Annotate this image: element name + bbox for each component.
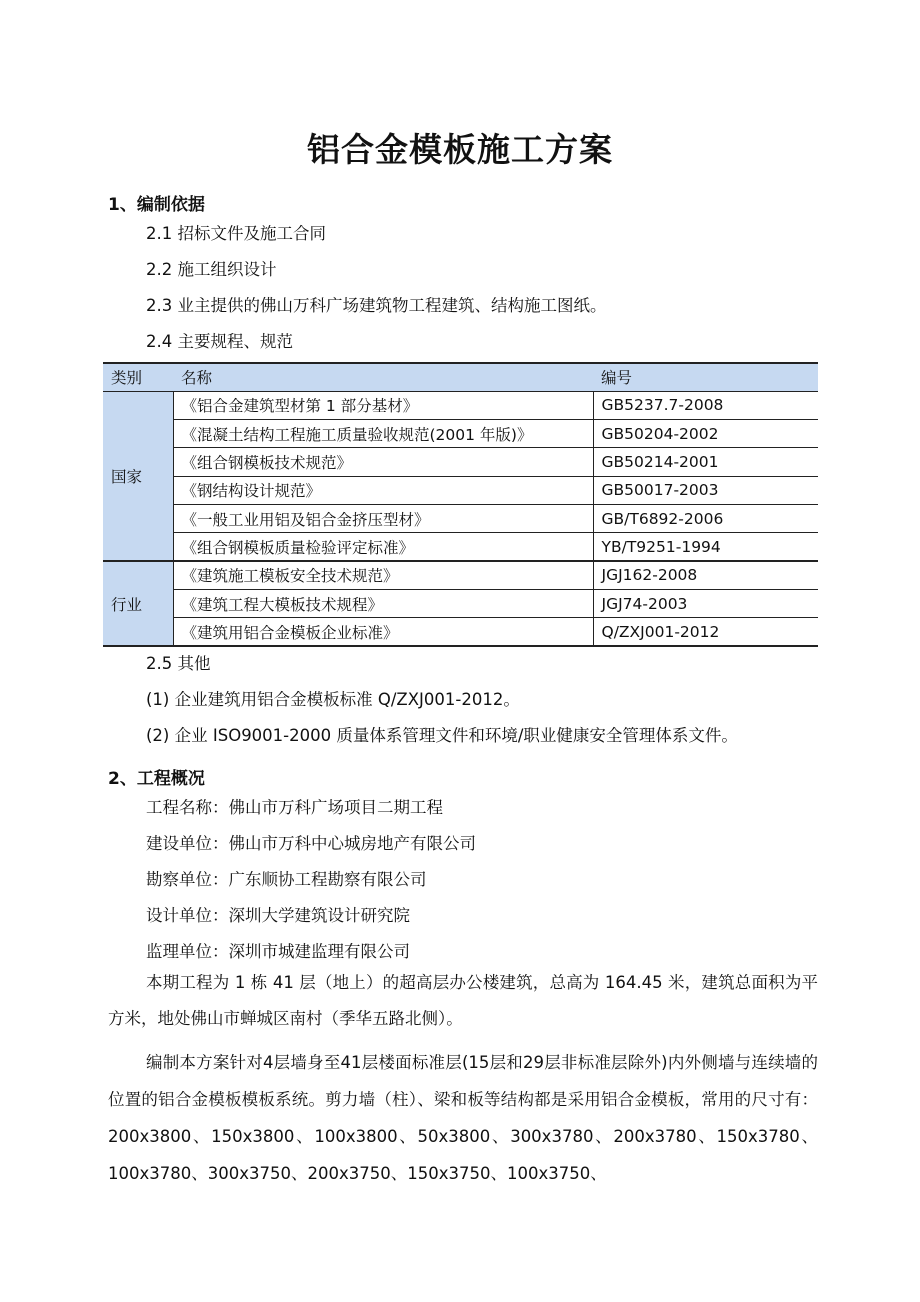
- table-row: [103, 618, 818, 646]
- standard-name: 《建筑施工模板安全技术规范》: [173, 561, 593, 589]
- section1-heading: 1、编制依据: [108, 195, 205, 215]
- basis-item: 2.2 施工组织设计: [146, 260, 277, 279]
- header-code: 编号: [593, 363, 818, 391]
- table-row: [103, 561, 818, 589]
- project-info-line: 工程名称：佛山市万科广场项目二期工程: [146, 798, 443, 817]
- standard-code: GB50017-2003: [593, 476, 818, 504]
- standard-name: 《钢结构设计规范》: [173, 476, 593, 504]
- table-row: [103, 476, 818, 504]
- standard-name: 《组合钢模板质量检验评定标准》: [173, 533, 593, 561]
- table-row: [103, 589, 818, 617]
- standard-name: 《铝合金建筑型材第 1 部分基材》: [173, 391, 593, 419]
- category-cell: 行业: [103, 561, 173, 646]
- standard-code: JGJ162-2008: [593, 561, 818, 589]
- standard-code: Q/ZXJ001-2012: [593, 618, 818, 646]
- project-info-line: 建设单位：佛山市万科中心城房地产有限公司: [146, 834, 476, 853]
- scope-paragraph: 编制本方案针对4层墙身至41层楼面标准层(15层和29层非标准层除外)内外侧墙与连续墙的位置的铝合金模板模板系统。剪力墙（柱）、梁和板等结构都是采用铝合金模板，常用的尺寸有：200x3800、150x3800、100x3800、50x3800、300x3780、200x3780、150x3780、100x3780、300x3750、200x3750、150x3750、100x3750、: [108, 1053, 818, 1183]
- category-cell: 国家: [103, 391, 173, 561]
- standards-table: [103, 362, 818, 647]
- table-row: [103, 504, 818, 532]
- table-row: [103, 420, 818, 448]
- project-info-line: 设计单位：深圳大学建筑设计研究院: [146, 906, 410, 925]
- basis-item: 2.1 招标文件及施工合同: [146, 224, 326, 243]
- project-info-line: 勘察单位：广东顺协工程勘察有限公司: [146, 870, 427, 889]
- section2-heading: 2、工程概况: [108, 769, 205, 789]
- header-category: 类别: [103, 363, 173, 391]
- standard-code: GB5237.7-2008: [593, 391, 818, 419]
- overview-paragraph: 本期工程为 1 栋 41 层（地上）的超高层办公楼建筑，总高为 164.45 米，建筑总面积为平方米，地处佛山市蝉城区南村（季华五路北侧）。: [108, 973, 818, 1028]
- standard-name: 《组合钢模板技术规范》: [173, 448, 593, 476]
- other-item: (1) 企业建筑用铝合金模板标准 Q/ZXJ001-2012。: [146, 690, 520, 709]
- standard-code: JGJ74-2003: [593, 589, 818, 617]
- table-row: [103, 391, 818, 419]
- other-heading: 2.5 其他: [146, 654, 211, 673]
- table-row: [103, 533, 818, 561]
- other-item: (2) 企业 ISO9001-2000 质量体系管理文件和环境/职业健康安全管理体系文件。: [146, 726, 738, 745]
- basis-item: 2.3 业主提供的佛山万科广场建筑物工程建筑、结构施工图纸。: [146, 296, 607, 315]
- standard-code: GB50204-2002: [593, 420, 818, 448]
- standard-name: 《混凝土结构工程施工质量验收规范(2001 年版)》: [173, 420, 593, 448]
- project-info-line: 监理单位：深圳市城建监理有限公司: [146, 942, 410, 961]
- basis-item: 2.4 主要规程、规范: [146, 332, 293, 351]
- standard-name: 《建筑工程大模板技术规程》: [173, 589, 593, 617]
- standard-name: 《建筑用铝合金模板企业标准》: [173, 618, 593, 646]
- standard-code: GB/T6892-2006: [593, 504, 818, 532]
- table-row: [103, 448, 818, 476]
- standard-code: YB/T9251-1994: [593, 533, 818, 561]
- standard-code: GB50214-2001: [593, 448, 818, 476]
- standard-name: 《一般工业用铝及铝合金挤压型材》: [173, 504, 593, 532]
- header-name: 名称: [173, 363, 593, 391]
- document-title: 铝合金模板施工方案: [307, 130, 613, 169]
- table-header-row: [103, 363, 818, 391]
